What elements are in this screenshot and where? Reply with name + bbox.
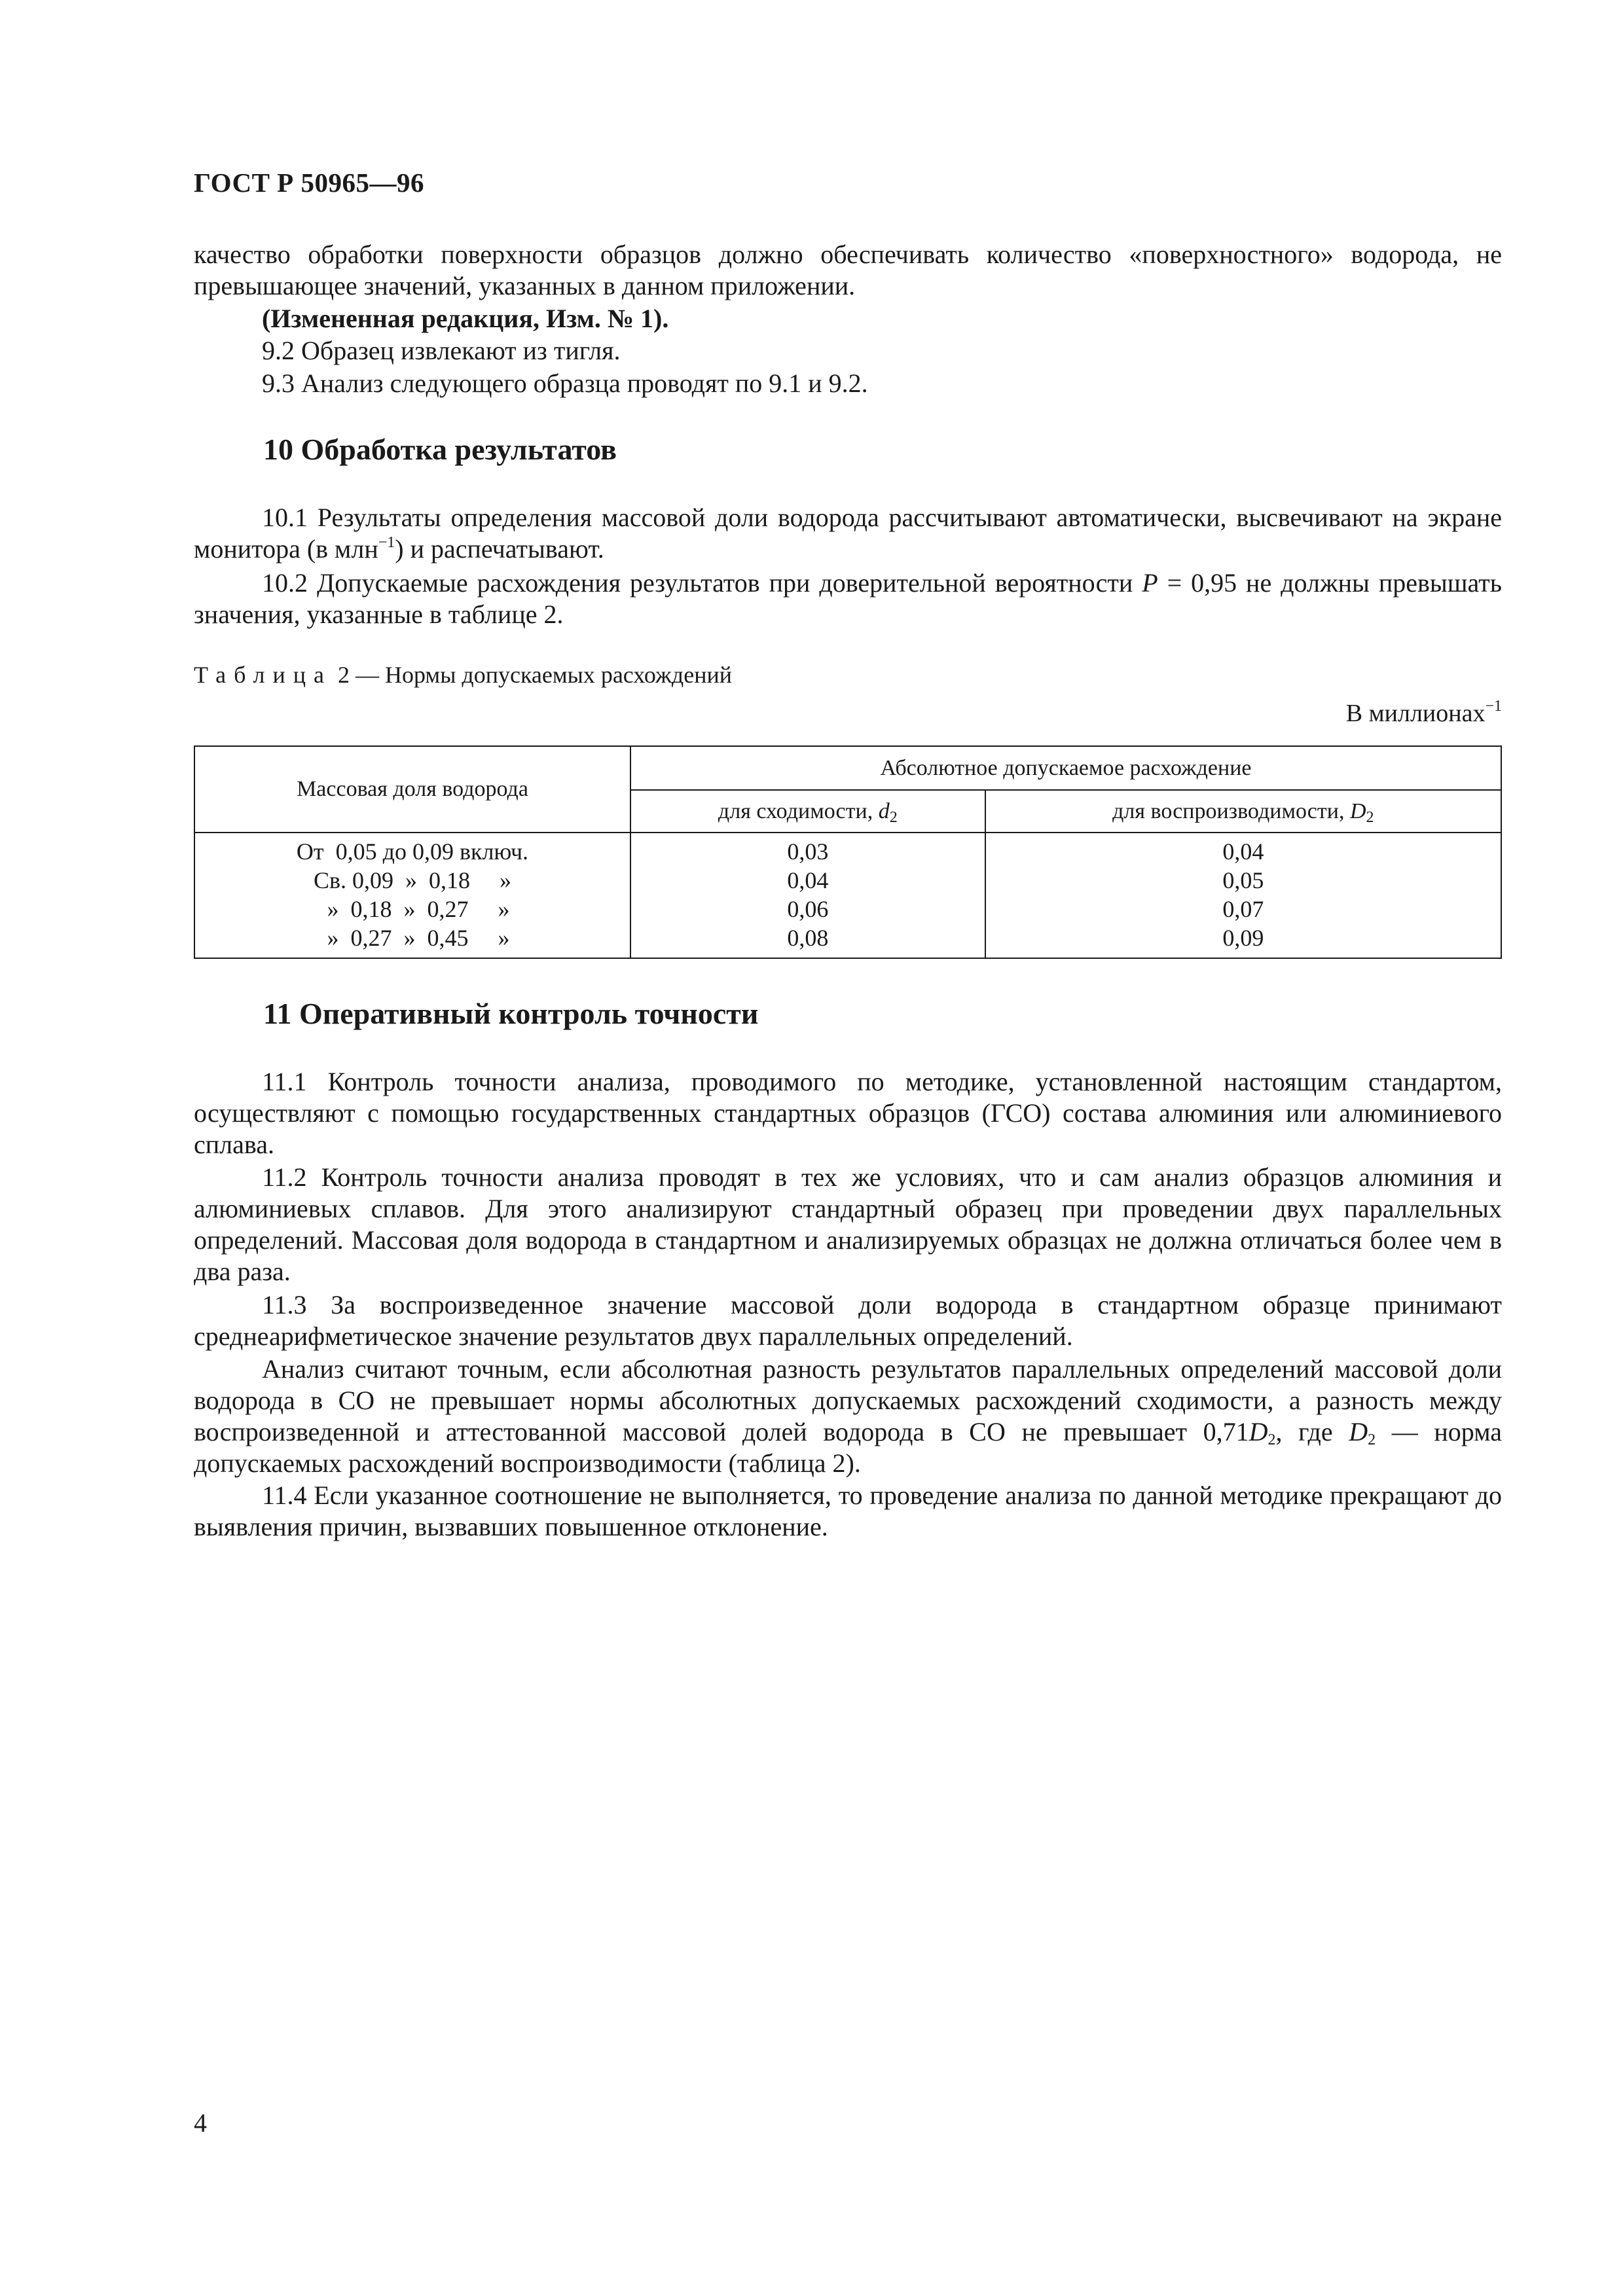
amended-note: (Измененная редакция, Изм. № 1). — [262, 304, 669, 333]
page-number: 4 — [194, 2108, 207, 2138]
paragraph-10-1: 10.1 Результаты определения массовой доли водорода рассчитывают автоматически, высвечивают на экране монитора (в млн$^{-1}$) и распечатывают. — [194, 503, 1502, 564]
col-header-repeatability: для сходимости, $d_2$ — [630, 790, 985, 833]
section-10-title: 10 Обработка результатов — [263, 433, 617, 466]
table-caption: Таблица 2 — Нормы допускаемых расхождений — [194, 662, 733, 688]
col-header-reproducibility: для воспроизводимости, $D_2$ — [985, 790, 1501, 833]
document-header: ГОСТ Р 50965—96 — [194, 168, 424, 198]
table-cell-D2: 0,04 — [1222, 838, 1264, 865]
table-cell-range: Св. 0,09 » 0,18 » — [313, 867, 511, 893]
table-cell-range: » 0,27 » 0,45 » — [315, 925, 510, 951]
section-11-title: 11 Оперативный контроль точности — [263, 997, 759, 1030]
column-ranges — [194, 833, 630, 958]
column-reproducibility — [985, 833, 1501, 958]
paragraph-11-4: 11.4 Если указанное соотношение не выполняется, то проведение анализа по данной методике прекращают до выявления причин, вызвавших повышенное отклонение. — [194, 1480, 1502, 1541]
tolerance-table — [194, 745, 1502, 959]
paragraph-9-3: 9.3 Анализ следующего образца проводят по 9.1 и 9.2. — [262, 368, 868, 398]
paragraph-11-1: 11.1 Контроль точности анализа, проводимого по методике, установленной настоящим стандартом, осуществляют с помощью государственных стандартных образцов (ГСО) состава алюминия или алюминиевого сплава. — [194, 1067, 1502, 1159]
paragraph-11-2: 11.2 Контроль точности анализа проводят в тех же условиях, что и сам анализ образцов алюминия и алюминиевых сплавов. Для этого анализируют стандартный образец при проведении двух параллельных определений. Массовая доля водорода в стандартном и анализируемых образцах не должна отличаться более чем в два раза. — [194, 1162, 1502, 1286]
paragraph-11-3: 11.3 За воспроизведенное значение массовой доли водорода в стандартном образце принимают среднеарифметическое значение результатов двух параллельных определений. — [194, 1290, 1502, 1351]
table-cell-d2: 0,08 — [787, 925, 829, 951]
paragraph-11-3-accuracy: Анализ считают точным, если абсолютная разность результатов параллельных определений массовой доли водорода в СО не превышает нормы абсолютных допускаемых расхождений сходимости, а разность между воспроизведенной и аттестованной массовой долей водорода в СО не превышает $0,71D_2$, где $D_2$ — норма допускаемых расхождений воспроизводимости (таблица 2). — [194, 1354, 1502, 1478]
table-cell-D2: 0,05 — [1222, 867, 1264, 893]
table-cell-d2: 0,06 — [787, 896, 829, 922]
group-header-tolerance: Абсолютное допускаемое расхождение — [630, 746, 1501, 790]
table-cell-range: » 0,18 » 0,27 » — [315, 896, 510, 922]
column-repeatability — [630, 833, 985, 958]
table-cell-range: От 0,05 до 0,09 включ. — [296, 838, 529, 865]
table-unit: В миллионах$^{-1}$ — [1345, 698, 1502, 727]
table-cell-D2: 0,09 — [1222, 925, 1264, 951]
table-cell-d2: 0,03 — [787, 838, 829, 865]
col-header-mass-fraction: Массовая доля водорода — [194, 746, 630, 833]
table-cell-D2: 0,07 — [1222, 896, 1264, 922]
paragraph-10-2: 10.2 Допускаемые расхождения результатов при доверительной вероятности P = 0,95 не должны превышать значения, указанные в таблице 2. — [194, 568, 1502, 629]
intro-paragraph: качество обработки поверхности образцов должно обеспечивать количество «поверхностного» водорода, не превышающее значений, указанных в данном приложении. — [194, 240, 1502, 300]
table-cell-d2: 0,04 — [787, 867, 829, 893]
paragraph-9-2: 9.2 Образец извлекают из тигля. — [262, 336, 621, 365]
